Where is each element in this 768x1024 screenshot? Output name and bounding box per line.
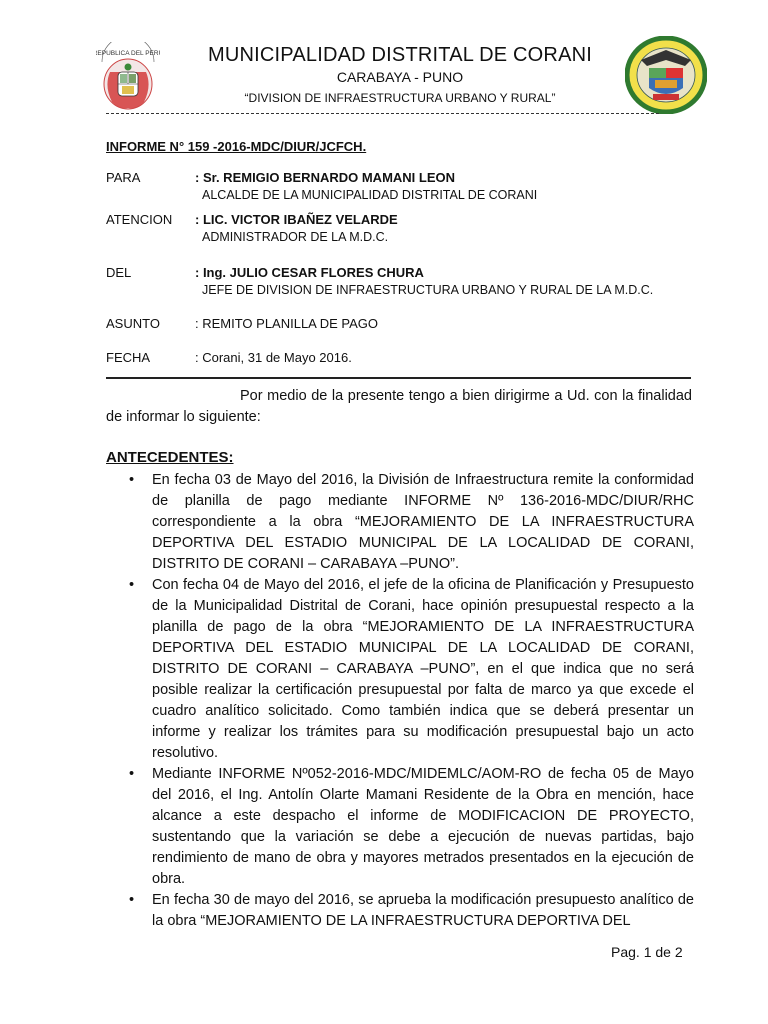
field-label-fecha: FECHA: [106, 350, 151, 365]
antecedentes-list: [126, 470, 694, 932]
field-detail-para: ALCALDE DE LA MUNICIPALIDAD DISTRITAL DE CORANI: [202, 188, 538, 202]
list-item-text: En fecha 30 de mayo del 2016, se aprueba la modificación presupuesto analítico de la obra “MEJORAMIENTO DE LA INFRAESTRUCTURA DEPORTIVA DEL: [152, 892, 694, 929]
municipality-title: MUNICIPALIDAD DISTRITAL DE CORANI: [207, 44, 593, 66]
list-item: [126, 890, 694, 932]
list-item: [126, 764, 694, 890]
field-label-para: PARA: [106, 170, 141, 185]
field-label-del: DEL: [106, 265, 132, 280]
body-divider: [106, 377, 691, 379]
svg-text:REPUBLICA DEL PERU: REPUBLICA DEL PERU: [96, 50, 160, 57]
bullet-icon: •: [129, 766, 135, 782]
field-label-atencion: ATENCION: [106, 212, 173, 227]
field-value-atencion: : LIC. VICTOR IBAÑEZ VELARDE: [195, 212, 398, 227]
list-item-text: Mediante INFORME Nº052-2016-MDC/MIDEMLC/AOM-RO de fecha 05 de Mayo del 2016, el Ing. Antolín Olarte Mamani Residente de la Obra en mención, hace alcance a este despacho el informe de MODIFICACION DE PROYECTO, sustentando que la variación se debe a ejecución de nuevas partidas, bajo rendimiento de mano de obra y mayores metrados presentados en la ejecución de obra.: [152, 766, 694, 887]
header-divider: [106, 113, 659, 114]
field-value-para: : Sr. REMIGIO BERNARDO MAMANI LEON: [195, 170, 456, 185]
antecedentes-heading: ANTECEDENTES:: [106, 449, 234, 466]
field-detail-del: JEFE DE DIVISION DE INFRAESTRUCTURA URBANO Y RURAL DE LA M.D.C.: [202, 283, 654, 297]
field-value-fecha: : Corani, 31 de Mayo 2016.: [195, 350, 352, 365]
page-number: Pag. 1 de 2: [611, 944, 683, 960]
field-value-asunto: : REMITO PLANILLA DE PAGO: [195, 316, 379, 331]
list-item-text: En fecha 03 de Mayo del 2016, la División de Infraestructura remite la conformidad de planilla de pago mediante INFORME Nº 136-2016-MDC/DIUR/RHC correspondiente a la obra “MEJORAMIENTO DE LA INFRAESTRUCTURA DEPORTIVA DEL ESTADIO MUNICIPAL DE LA LOCALIDAD DE CORANI, DISTRITO DE CORANI – CARABAYA –PUNO”.: [152, 472, 694, 572]
list-item-text: Con fecha 04 de Mayo del 2016, el jefe de la oficina de Planificación y Presupuesto de la Municipalidad Distrital de Corani, hace opinión presupuestal respecto a la planilla de pago de la obra “MEJORAMIENTO DE LA INFRAESTRUCTURA DEPORTIVA DEL ESTADIO MUNICIPAL DE LA LOCALIDAD DE CORANI, DISTRITO DE CORANI – CARABAYA –PUNO”, en el que indica que no será posible realizar la certificación presupuestal por falta de marco ya que excede el cuadro analítico solicitado. Como también indica que se deberá presentar un informe y realizar los trámites para su modificación presupuestal bajo un acto resolutivo.: [152, 577, 694, 761]
bullet-icon: •: [129, 892, 135, 908]
report-title: INFORME N° 159 -2016-MDC/DIUR/JCFCH.: [106, 139, 367, 154]
intro-paragraph: Por medio de la presente tengo a bien dirigirme a Ud. con la finalidad de informar lo siguiente:: [106, 388, 692, 425]
division-name: “DIVISION DE INFRAESTRUCTURA URBANO Y RURAL”: [244, 91, 556, 105]
bullet-icon: •: [129, 577, 135, 593]
field-detail-atencion: ADMINISTRADOR DE LA M.D.C.: [202, 230, 389, 244]
field-label-asunto: ASUNTO: [106, 316, 160, 331]
bullet-icon: •: [129, 472, 135, 488]
list-item: [126, 470, 694, 575]
corani-municipality-seal: [625, 36, 707, 114]
field-value-del: : Ing. JULIO CESAR FLORES CHURA: [195, 265, 424, 280]
list-item: [126, 575, 694, 764]
municipality-location: CARABAYA - PUNO: [336, 69, 464, 85]
peru-coat-of-arms-seal: [96, 42, 160, 112]
